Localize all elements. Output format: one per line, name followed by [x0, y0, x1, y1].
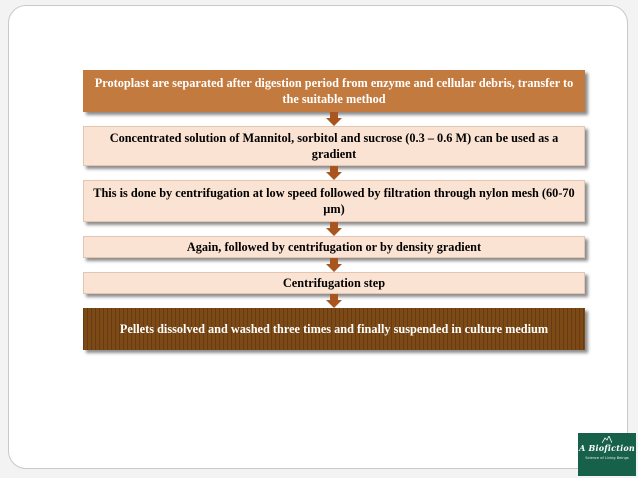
flow-arrow-4: [83, 258, 585, 272]
mountain-icon: [602, 436, 612, 443]
flow-step-2-text: Concentrated solution of Mannitol, sorbitol and sucrose (0.3 – 0.6 M) can be used as a gradient: [109, 131, 559, 161]
flow-step-5-text: Centrifugation step: [282, 276, 386, 290]
flow-arrow-1: [83, 112, 585, 126]
flow-step-2: [83, 126, 585, 166]
flow-step-6-text: Pellets dissolved and washed three times and finally suspended in culture medium: [119, 322, 549, 336]
flow-step-4-text: Again, followed by centrifugation or by density gradient: [186, 240, 482, 254]
flow-step-1: [83, 70, 585, 112]
down-arrow-icon: [326, 112, 342, 126]
down-arrow-icon: [326, 166, 342, 180]
flow-step-6: [83, 308, 585, 350]
flow-arrow-3: [83, 222, 585, 236]
flow-step-1-text: Protoplast are separated after digestion period from enzyme and cellular debris, transfer to the suitable method: [94, 76, 574, 106]
logo-brand: A Biofiction: [579, 443, 635, 453]
down-arrow-icon: [326, 222, 342, 236]
flowchart: [83, 70, 585, 350]
down-arrow-icon: [326, 258, 342, 272]
flow-arrow-2: [83, 166, 585, 180]
slide-frame: [8, 5, 628, 469]
flow-step-3-text: This is done by centrifugation at low speed followed by filtration through nylon mesh (60-70 µm): [93, 186, 575, 216]
flow-arrow-5: [83, 294, 585, 308]
biofiction-logo[interactable]: [578, 433, 636, 476]
flow-step-4: [83, 236, 585, 258]
flow-step-3: [83, 180, 585, 222]
down-arrow-icon: [326, 294, 342, 308]
logo-tagline: Science of Living Beings: [585, 456, 629, 460]
flow-step-5: [83, 272, 585, 294]
